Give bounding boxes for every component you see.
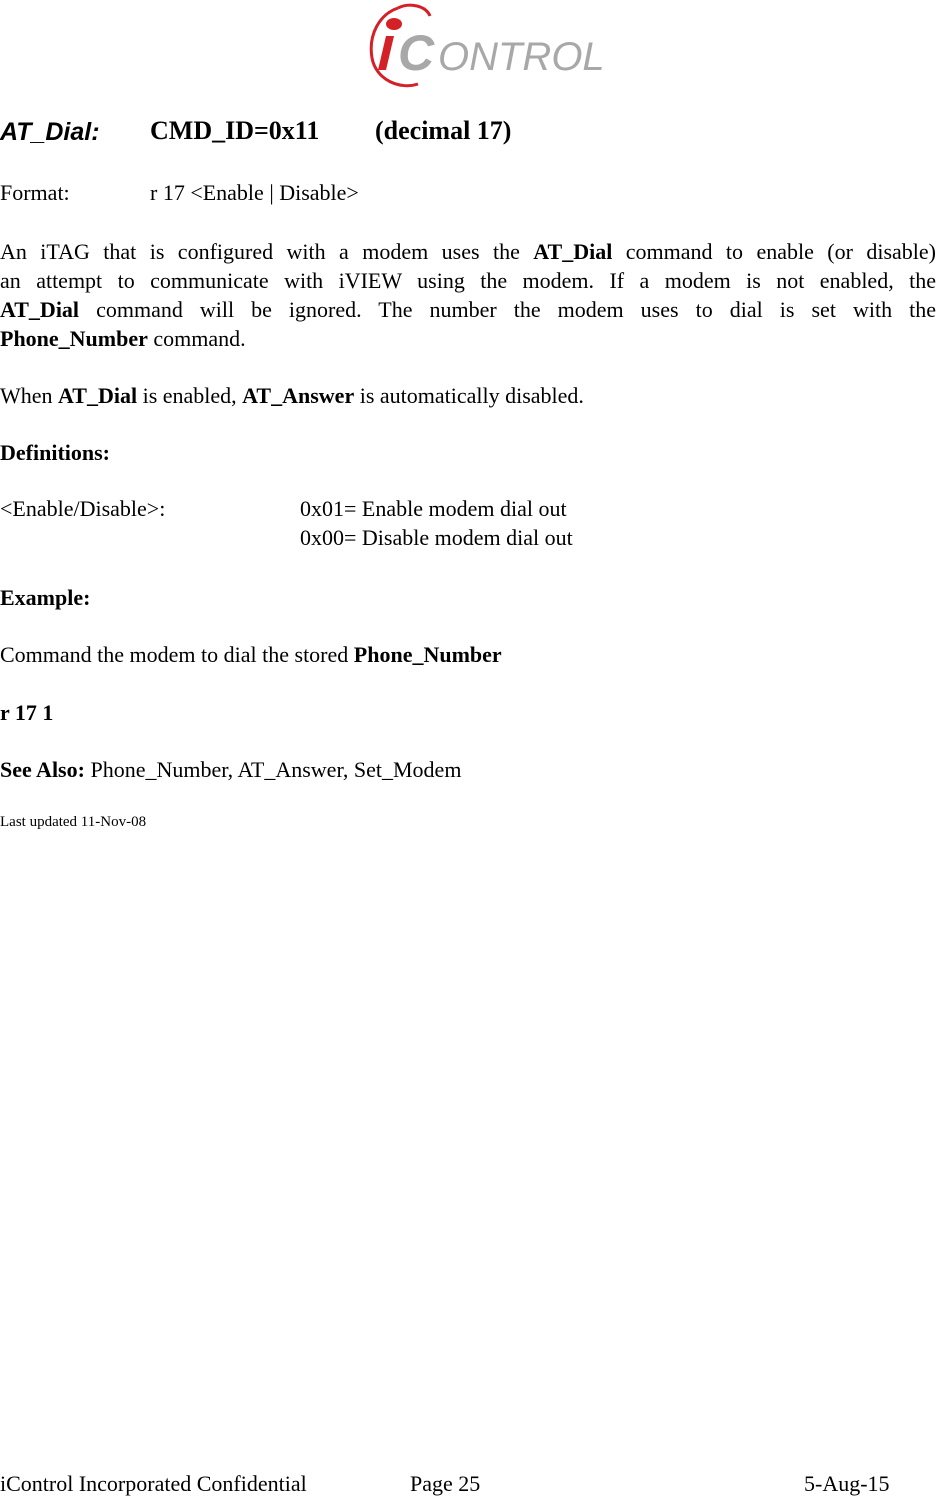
description-line: an attempt to communicate with iVIEW using the modem. If a modem is not enabled, the xyxy=(0,268,936,293)
definition-param: <Enable/Disable>: xyxy=(0,496,166,521)
example-heading: Example: xyxy=(0,585,91,610)
definition-value: 0x01= Enable modem dial out xyxy=(300,496,567,521)
command-decimal: (decimal 17) xyxy=(375,116,512,145)
description-line: AT_Dial command will be ignored. The number the modem uses to dial is set with the xyxy=(0,297,936,322)
footer-page-number: Page 25 xyxy=(410,1471,481,1496)
format-value: r 17 <Enable | Disable> xyxy=(150,180,359,205)
logo-wordmark: ONTROL xyxy=(438,35,605,79)
command-name: AT_Dial: xyxy=(0,118,100,146)
logo-c-letter: C xyxy=(398,25,435,81)
description-paragraph xyxy=(0,237,936,353)
footer-confidential: iControl Incorporated Confidential xyxy=(0,1471,307,1496)
definition-value: 0x00= Disable modem dial out xyxy=(300,525,573,550)
format-label: Format: xyxy=(0,180,70,205)
footer-date: 5-Aug-15 xyxy=(804,1471,890,1496)
icontrol-logo xyxy=(360,0,605,92)
see-also: See Also: Phone_Number, AT_Answer, Set_Modem xyxy=(0,757,462,782)
description-line: An iTAG that is configured with a modem uses the AT_Dial command to enable (or disable) xyxy=(0,239,936,264)
command-id: CMD_ID=0x11 xyxy=(150,116,320,145)
last-updated: Last updated 11-Nov-08 xyxy=(0,814,147,830)
example-text: Command the modem to dial the stored Phone_Number xyxy=(0,642,502,667)
definitions-heading: Definitions: xyxy=(0,440,110,465)
note-line: When AT_Dial is enabled, AT_Answer is automatically disabled. xyxy=(0,383,584,408)
example-command: r 17 1 xyxy=(0,700,54,725)
description-line: Phone_Number command. xyxy=(0,326,246,351)
